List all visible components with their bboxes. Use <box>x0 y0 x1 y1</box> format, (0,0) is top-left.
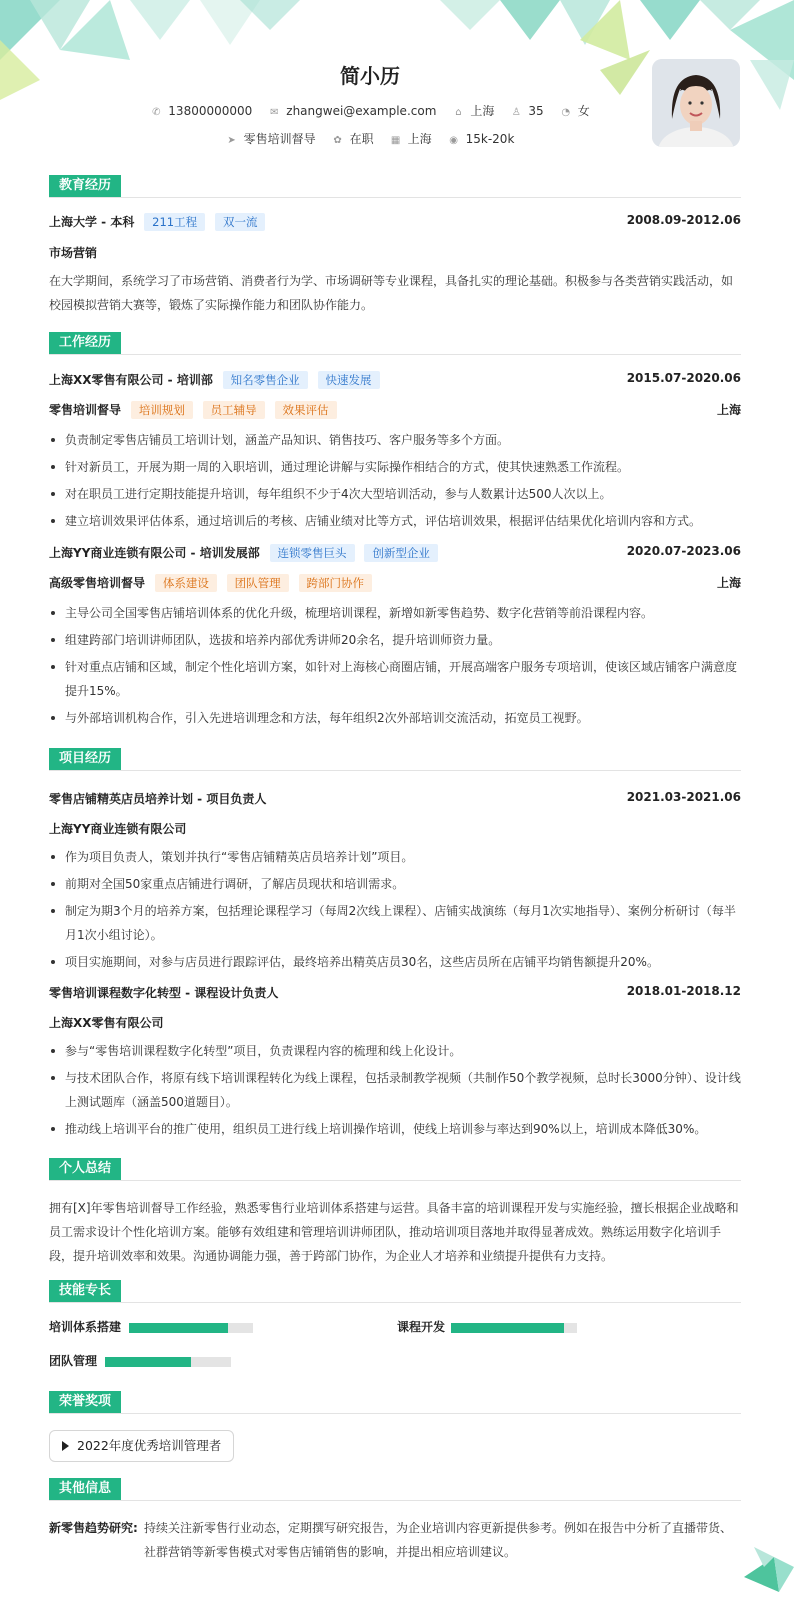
info-item <box>560 102 590 119</box>
role-tag: 跨部门协作 <box>299 574 373 592</box>
info-item <box>268 104 436 118</box>
project-bullets <box>49 1039 741 1144</box>
project-name: 零售店铺精英店员培养计划 - 项目负责人 <box>49 792 267 806</box>
skill-name: 课程开发 <box>397 1320 446 1334</box>
company-name: 上海XX零售有限公司 - 培训部 <box>49 373 213 387</box>
company-name: 上海YY商业连锁有限公司 - 培训发展部 <box>49 546 260 560</box>
job-header <box>49 544 741 562</box>
skill-bar <box>129 1323 253 1333</box>
job-city: 上海 <box>716 403 741 417</box>
info-text: 女 <box>577 104 590 118</box>
education-section <box>49 175 741 312</box>
job-role <box>49 574 741 592</box>
gender-icon: ◔ <box>561 107 571 118</box>
project-company: 上海YY商业连锁有限公司 <box>49 822 187 836</box>
info-text: 35 <box>528 104 544 118</box>
job-bullets <box>49 428 741 536</box>
info-item <box>332 130 374 147</box>
education-header <box>49 213 741 231</box>
status-icon: ✿ <box>333 135 342 146</box>
award-item: 2022年度优秀培训管理者 <box>49 1430 234 1462</box>
section-title: 个人总结 <box>49 1158 741 1181</box>
skills-section <box>49 1280 741 1368</box>
skill-fill <box>451 1323 564 1333</box>
info-text: 在职 <box>349 132 374 146</box>
info-item <box>452 102 494 119</box>
section-title: 工作经历 <box>49 332 741 355</box>
role-tag: 团队管理 <box>227 574 289 592</box>
section-title: 其他信息 <box>49 1478 741 1501</box>
info-text: 零售培训督导 <box>243 132 316 146</box>
skill-bar <box>451 1323 577 1333</box>
project-company: 上海XX零售有限公司 <box>49 1016 164 1030</box>
skill-fill <box>105 1357 191 1367</box>
list-item: 与外部培训机构合作，引入先进培训理念和方法，每年组织2次外部培训交流活动，拓宽员工视野。 <box>49 706 741 730</box>
list-item: 组建跨部门培训讲师团队，选拔和培养内部优秀讲师20余名，提升培训师资力量。 <box>49 628 741 652</box>
role-name: 高级零售培训督导 <box>49 576 146 590</box>
school-tag: 211工程 <box>144 213 205 231</box>
section-title: 项目经历 <box>49 748 741 771</box>
other-text: 持续关注新零售行业动态，定期撰写研究报告，为企业培训内容更新提供参考。例如在报告中分析了直播带货、社群营销等新零售模式对零售店铺销售的影响，并提出相应培训建议。 <box>144 1521 733 1559</box>
list-item: 项目实施期间，对参与店员进行跟踪评估，最终培养出精英店员30名，这些店员所在店铺平均销售额提升20%。 <box>49 950 741 974</box>
role-tag: 员工辅导 <box>203 401 265 419</box>
work-section <box>49 332 741 725</box>
info-item <box>510 104 543 118</box>
job-header <box>49 371 741 389</box>
skill-name: 培训体系搭建 <box>49 1320 122 1334</box>
section-title: 教育经历 <box>49 175 741 198</box>
job-bullets <box>49 601 741 733</box>
salary-icon: ◉ <box>449 135 458 146</box>
major: 市场营销 <box>49 246 98 260</box>
section-title: 技能专长 <box>49 1280 741 1303</box>
list-item: 参与“零售培训课程数字化转型”项目，负责课程内容的梳理和线上化设计。 <box>49 1039 741 1063</box>
avatar <box>652 59 740 147</box>
info-item <box>448 132 515 146</box>
school-tag: 双一流 <box>215 213 266 231</box>
company-tag: 创新型企业 <box>364 544 438 562</box>
corner-decoration <box>734 1537 794 1597</box>
role-name: 零售培训督导 <box>49 403 122 417</box>
triangle-icon <box>62 1441 69 1451</box>
list-item: 针对新员工，开展为期一周的入职培训，通过理论讲解与实际操作相结合的方式，使其快速熟悉工作流程。 <box>49 455 741 479</box>
mail-icon: ✉ <box>270 107 279 118</box>
info-item <box>390 130 432 147</box>
summary-text: 拥有[X]年零售培训督导工作经验，熟悉零售行业培训体系搭建与运营。具备丰富的培训课程开发与实施经验，擅长根据企业战略和员工需求设计个性化培训方案。能够有效组建和管理培训讲师团队，推动培训项目落地并取得显著成效。熟练运用数字化培训手段，提升培训效率和效果。沟通协调能力强，善于跨部门协作，为企业人才培养和业绩提升提供有力支持。 <box>49 1201 739 1263</box>
job-period: 2020.07-2023.06 <box>626 544 741 558</box>
project-header <box>49 790 741 807</box>
home-icon: ⌂ <box>455 107 462 118</box>
education-desc: 在大学期间，系统学习了市场营销、消费者行为学、市场调研等专业课程，具备扎实的理论基础。积极参与各类营销实践活动，如校园模拟营销大赛等，锻炼了实际操作能力和团队协作能力。 <box>49 274 734 312</box>
skill-name: 团队管理 <box>49 1354 98 1368</box>
info-text: zhangwei@example.com <box>286 104 437 118</box>
list-item: 对在职员工进行定期技能提升培训，每年组织不少于4次大型培训活动，参与人数累计达500人次以上。 <box>49 482 741 506</box>
list-item: 推动线上培训平台的推广使用，组织员工进行线上培训操作培训，使线上培训参与率达到90%以上，培训成本降低30%。 <box>49 1117 741 1141</box>
role-tag: 培训规划 <box>131 401 193 419</box>
list-item: 作为项目负责人，策划并执行“零售店铺精英店员培养计划”项目。 <box>49 845 741 869</box>
phone-icon: ✆ <box>152 107 161 118</box>
list-item: 主导公司全国零售店铺培训体系的优化升级，梳理培训课程，新增如新零售趋势、数字化营销等前沿课程内容。 <box>49 601 741 625</box>
company-tag: 快速发展 <box>318 371 380 389</box>
skill-bar <box>105 1357 231 1367</box>
school-name: 上海大学 - 本科 <box>49 215 135 229</box>
project-bullets <box>49 845 741 977</box>
awards-section <box>49 1391 741 1453</box>
section-title: 荣誉奖项 <box>49 1391 741 1414</box>
info-item <box>150 104 252 118</box>
list-item: 建立培训效果评估体系，通过培训后的考核、店铺业绩对比等方式，评估培训效果，根据评估结果优化培训内容和方式。 <box>49 509 741 533</box>
list-item: 针对重点店铺和区域，制定个性化培训方案，如针对上海核心商圈店铺，开展高端客户服务专项培训，使该区域店铺客户满意度提升15%。 <box>49 655 741 703</box>
other-label: 新零售趋势研究: <box>49 1521 138 1535</box>
skill-item <box>397 1318 741 1335</box>
list-item: 与技术团队合作，将原有线下培训课程转化为线上课程，包括录制教学视频（共制作50个教学视频，总时长3000分钟）、设计线上测试题库（涵盖500道题目）。 <box>49 1066 741 1114</box>
education-period: 2008.09-2012.06 <box>626 213 741 227</box>
company-tag: 知名零售企业 <box>223 371 308 389</box>
info-item <box>226 130 316 147</box>
list-item: 制定为期3个月的培养方案，包括理论课程学习（每周2次线上课程）、店铺实战演练（每月1次实地指导）、案例分析研讨（每半月1次小组讨论）。 <box>49 899 741 947</box>
list-item: 前期对全国50家重点店铺进行调研，了解店员现状和培训需求。 <box>49 872 741 896</box>
age-icon: ♙ <box>511 107 521 118</box>
job-city: 上海 <box>716 576 741 590</box>
job-role <box>49 401 741 419</box>
project-period: 2018.01-2018.12 <box>626 984 741 998</box>
skill-fill <box>129 1323 228 1333</box>
skill-item <box>49 1352 741 1369</box>
company-tag: 连锁零售巨头 <box>270 544 355 562</box>
job-intent-row <box>0 130 740 147</box>
info-text: 13800000000 <box>168 104 253 118</box>
info-text: 上海 <box>407 132 432 146</box>
project-header <box>49 984 741 1001</box>
summary-section <box>49 1158 741 1263</box>
info-text: 上海 <box>470 104 495 118</box>
contact-row <box>0 102 740 119</box>
building-icon: ▦ <box>390 135 401 146</box>
project-section <box>49 748 741 1136</box>
role-tag: 效果评估 <box>275 401 337 419</box>
project-period: 2021.03-2021.06 <box>626 790 741 804</box>
other-section <box>49 1478 741 1559</box>
list-item: 负责制定零售店铺员工培训计划，涵盖产品知识、销售技巧、客户服务等多个方面。 <box>49 428 741 452</box>
info-text: 15k-20k <box>465 132 515 146</box>
resume-name: 简小历 <box>340 64 400 88</box>
role-tag: 体系建设 <box>155 574 217 592</box>
send-icon: ➤ <box>227 135 236 146</box>
job-period: 2015.07-2020.06 <box>626 371 741 385</box>
project-name: 零售培训课程数字化转型 - 课程设计负责人 <box>49 986 279 1000</box>
